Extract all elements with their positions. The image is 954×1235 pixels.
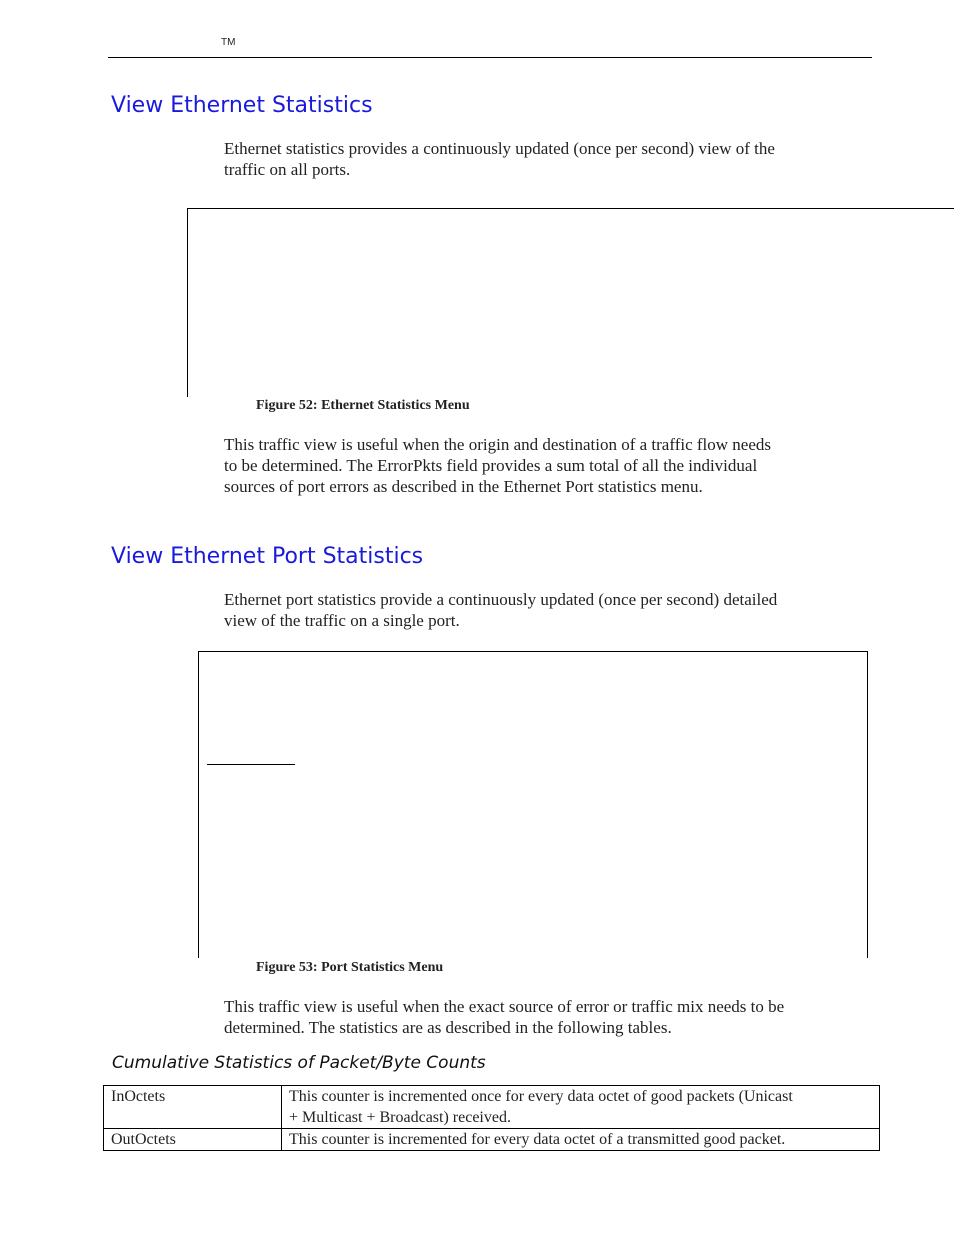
section1-intro: [224, 138, 775, 180]
description-line: This counter is incremented for every data octet of a transmitted good packet.: [289, 1131, 786, 1148]
table-cell-name: InOctets: [104, 1086, 282, 1129]
description-line: + Multicast + Broadcast) received.: [289, 1109, 511, 1126]
cumulative-statistics-table: [103, 1085, 880, 1151]
section-heading-ethernet-statistics: View Ethernet Statistics: [111, 93, 373, 118]
figure-53-frame: [198, 651, 868, 958]
trademark-mark: TM: [221, 37, 236, 48]
section1-after-text: [224, 434, 771, 497]
section2-intro-line: view of the traffic on a single port.: [224, 611, 460, 630]
section-heading-ethernet-port-statistics: View Ethernet Port Statistics: [111, 544, 424, 569]
figure-52-frame-top: [187, 208, 954, 209]
section2-after-line: determined. The statistics are as described in the following tables.: [224, 1018, 672, 1037]
table-row: [104, 1129, 880, 1151]
figure-53-caption: Figure 53: Port Statistics Menu: [256, 960, 444, 975]
section1-after-line: sources of port errors as described in the Ethernet Port statistics menu.: [224, 477, 703, 496]
section1-intro-line: traffic on all ports.: [224, 160, 351, 179]
section2-intro-line: Ethernet port statistics provide a continuously updated (once per second) detailed: [224, 590, 778, 609]
table-cell-name: OutOctets: [104, 1129, 282, 1151]
header-rule: [108, 57, 872, 58]
section1-after-line: to be determined. The ErrorPkts field provides a sum total of all the individual: [224, 456, 758, 475]
section2-after-text: [224, 996, 784, 1038]
description-line: This counter is incremented once for every data octet of good packets (Unicast: [289, 1088, 793, 1105]
subsection-heading: Cumulative Statistics of Packet/Byte Counts: [112, 1053, 486, 1073]
figure-52-frame-left: [187, 208, 188, 397]
table-cell-description: [282, 1129, 880, 1151]
table-cell-description: [282, 1086, 880, 1129]
figure-53-underline: [207, 764, 295, 765]
table-row: [104, 1086, 880, 1129]
section1-after-line: This traffic view is useful when the origin and destination of a traffic flow needs: [224, 435, 771, 454]
section1-intro-line: Ethernet statistics provides a continuously updated (once per second) view of the: [224, 139, 775, 158]
section2-intro: [224, 589, 777, 631]
figure-52-caption: Figure 52: Ethernet Statistics Menu: [256, 398, 470, 413]
section2-after-line: This traffic view is useful when the exact source of error or traffic mix needs to be: [224, 997, 785, 1016]
